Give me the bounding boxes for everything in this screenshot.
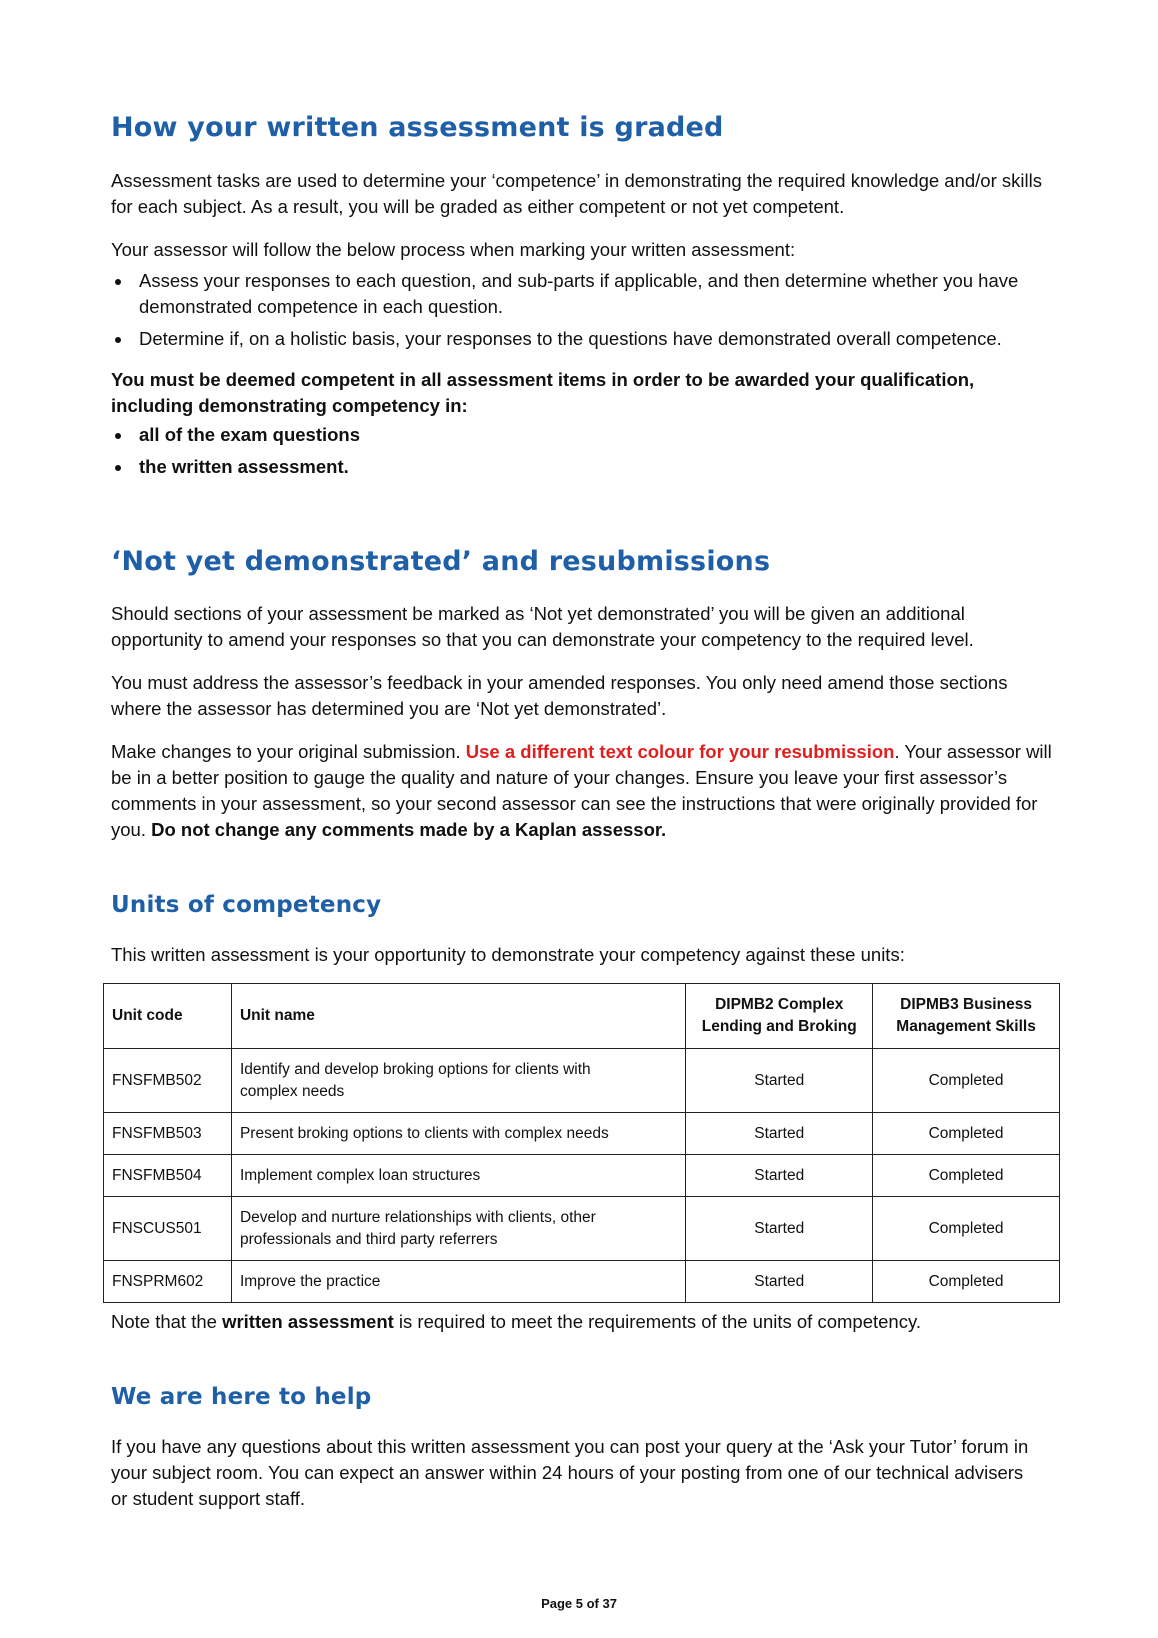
dipmb2-status: Started [686, 1155, 873, 1197]
unit-code: FNSPRM602 [104, 1261, 232, 1303]
unit-code: FNSFMB502 [104, 1049, 232, 1113]
unit-name: Develop and nurture relationships with clients, other professionals and third party referrers [231, 1197, 685, 1261]
note-text-b: is required to meet the requirements of the units of competency. [393, 1311, 921, 1332]
resubmission-para-2: You must address the assessor’s feedback in your amended responses. You only need amend those sections where the assessor has determined you are ‘Not yet demonstrated’. [111, 672, 1008, 719]
units-note [111, 1309, 1061, 1335]
table-row [104, 1197, 1060, 1261]
requirement-bullet-item: all of the exam questions [111, 422, 1011, 448]
dipmb3-status: Completed [873, 1049, 1060, 1113]
dipmb2-status: Started [686, 1113, 873, 1155]
competency-requirement: You must be deemed competent in all assessment items in order to be awarded your qualification, including demonstrating competency in: [111, 369, 975, 416]
heading-not-yet-demonstrated: ‘Not yet demonstrated’ and resubmissions [111, 546, 771, 577]
requirement-bullet-item: the written assessment. [111, 454, 1011, 480]
header-dipmb2: DIPMB2 Complex Lending and Broking [686, 984, 873, 1049]
dipmb3-status: Completed [873, 1155, 1060, 1197]
resubmission-text-a: Make changes to your original submission. [111, 741, 466, 762]
unit-name: Present broking options to clients with complex needs [231, 1113, 685, 1155]
units-table [103, 983, 1060, 1303]
table-row [104, 1155, 1060, 1197]
graded-para-2: Your assessor will follow the below process when marking your written assessment: [111, 239, 796, 260]
header-dipmb3: DIPMB3 Business Management Skills [873, 984, 1060, 1049]
unit-name: Identify and develop broking options for clients with complex needs [231, 1049, 685, 1113]
header-unit-code: Unit code [104, 984, 232, 1049]
unit-code: FNSFMB504 [104, 1155, 232, 1197]
process-bullet-item: Determine if, on a holistic basis, your responses to the questions have demonstrated overall competence. [111, 326, 1061, 352]
header-unit-name: Unit name [231, 984, 685, 1049]
requirement-bullet-list [111, 422, 1011, 480]
colour-instruction: Use a different text colour for your resubmission [465, 741, 895, 762]
heading-graded: How your written assessment is graded [111, 112, 724, 143]
dipmb3-status: Completed [873, 1113, 1060, 1155]
help-para: If you have any questions about this written assessment you can post your query at the ‘Ask your Tutor’ forum in your subject room. You can expect an answer within 24 hours of your posting from one of our technical advisers or student support staff. [111, 1436, 1029, 1509]
note-written-assessment: written assessment [222, 1311, 394, 1332]
unit-name: Improve the practice [231, 1261, 685, 1303]
dipmb2-status: Started [686, 1049, 873, 1113]
process-bullet-list [111, 268, 1061, 352]
table-row [104, 1113, 1060, 1155]
resubmission-para-3 [111, 739, 1061, 843]
units-intro: This written assessment is your opportunity to demonstrate your competency against these units: [111, 944, 905, 965]
table-row [104, 1261, 1060, 1303]
unit-name: Implement complex loan structures [231, 1155, 685, 1197]
unit-code: FNSFMB503 [104, 1113, 232, 1155]
dipmb2-status: Started [686, 1261, 873, 1303]
resubmission-text-b: . Your assessor will be in a better position to gauge the quality and nature of your changes. Ensure you leave your first assessor’s comments in your assessment, so your second assessor can see the instructions that were originally provided for you. [111, 741, 1052, 840]
heading-here-to-help: We are here to help [111, 1384, 372, 1410]
page-number: Page 5 of 37 [541, 1596, 617, 1611]
graded-para-1: Assessment tasks are used to determine your ‘competence’ in demonstrating the required knowledge and/or skills for each subject. As a result, you will be graded as either competent or not yet competent. [111, 170, 1042, 217]
dipmb3-status: Completed [873, 1197, 1060, 1261]
unit-code: FNSCUS501 [104, 1197, 232, 1261]
kaplan-comment-warning: Do not change any comments made by a Kaplan assessor. [151, 819, 667, 840]
table-header-row [104, 984, 1060, 1049]
dipmb2-status: Started [686, 1197, 873, 1261]
note-text-a: Note that the [111, 1311, 223, 1332]
heading-units-of-competency: Units of competency [111, 892, 382, 918]
dipmb3-status: Completed [873, 1261, 1060, 1303]
process-bullet-item: Assess your responses to each question, and sub-parts if applicable, and then determine whether you have demonstrated competence in each question. [111, 268, 1061, 320]
resubmission-para-1: Should sections of your assessment be marked as ‘Not yet demonstrated’ you will be given an additional opportunity to amend your responses so that you can demonstrate your competency to the required level. [111, 603, 974, 650]
table-row [104, 1049, 1060, 1113]
